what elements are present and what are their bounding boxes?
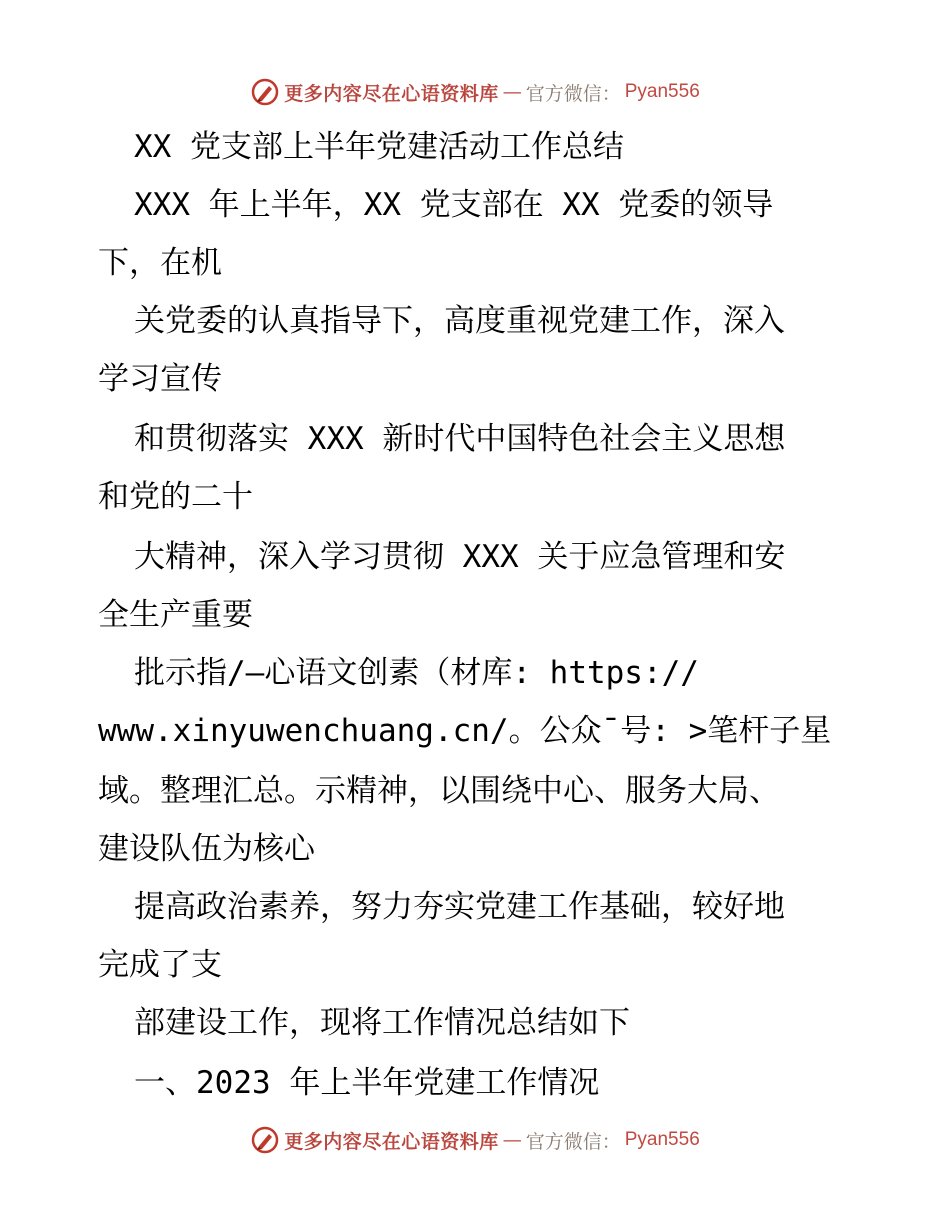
document-title: XX 党支部上半年党建活动工作总结 bbox=[134, 129, 624, 165]
watermark-wechat-id: Pyan556 bbox=[624, 1129, 700, 1150]
watermark-main-text: 更多内容尽在心语资料库 bbox=[284, 1130, 499, 1153]
watermark-wechat-id: Pyan556 bbox=[624, 81, 700, 102]
paragraph-line: 建设队伍为核心 bbox=[98, 831, 315, 867]
paragraph-line: 和贯彻落实 XXX 新时代中国特色社会主义思想 bbox=[134, 421, 786, 457]
watermark-main-text: 更多内容尽在心语资料库 bbox=[284, 82, 499, 105]
paragraph-line: 和党的二十 bbox=[98, 479, 253, 515]
footer-watermark bbox=[0, 1120, 950, 1160]
header-watermark bbox=[0, 72, 950, 112]
paragraph-line: 域。整理汇总。示精神，以围绕中心、服务大局、 bbox=[98, 773, 780, 809]
paragraph-line: 批示指/—心语文创素（材库: https:// bbox=[134, 655, 699, 691]
paragraph-line: www.xinyuwenchuang.cn/。公众¯号: >笔杆子星 bbox=[98, 713, 832, 749]
paragraph-line: 下，在机 bbox=[98, 245, 222, 281]
watermark-dash: — bbox=[502, 1129, 522, 1151]
pen-logo-icon bbox=[250, 1125, 280, 1155]
watermark-sub-text: 官方微信： bbox=[525, 1130, 621, 1153]
watermark-sub-text: 官方微信： bbox=[525, 82, 621, 105]
paragraph-line: 学习宣传 bbox=[98, 361, 222, 397]
paragraph-line: 提高政治素养，努力夯实党建工作基础，较好地 bbox=[134, 889, 785, 925]
paragraph-line: 大精神，深入学习贯彻 XXX 关于应急管理和安 bbox=[134, 539, 786, 575]
paragraph-line: 完成了支 bbox=[98, 947, 222, 983]
paragraph-line: XXX 年上半年，XX 党支部在 XX 党委的领导 bbox=[134, 187, 774, 223]
pen-logo-icon bbox=[250, 77, 280, 107]
paragraph-line: 部建设工作，现将工作情况总结如下 bbox=[134, 1005, 630, 1041]
section-heading: 一、2023 年上半年党建工作情况 bbox=[134, 1065, 600, 1101]
paragraph-line: 关党委的认真指导下，高度重视党建工作，深入 bbox=[134, 303, 785, 339]
watermark-dash: — bbox=[502, 81, 522, 103]
paragraph-line: 全生产重要 bbox=[98, 597, 253, 633]
